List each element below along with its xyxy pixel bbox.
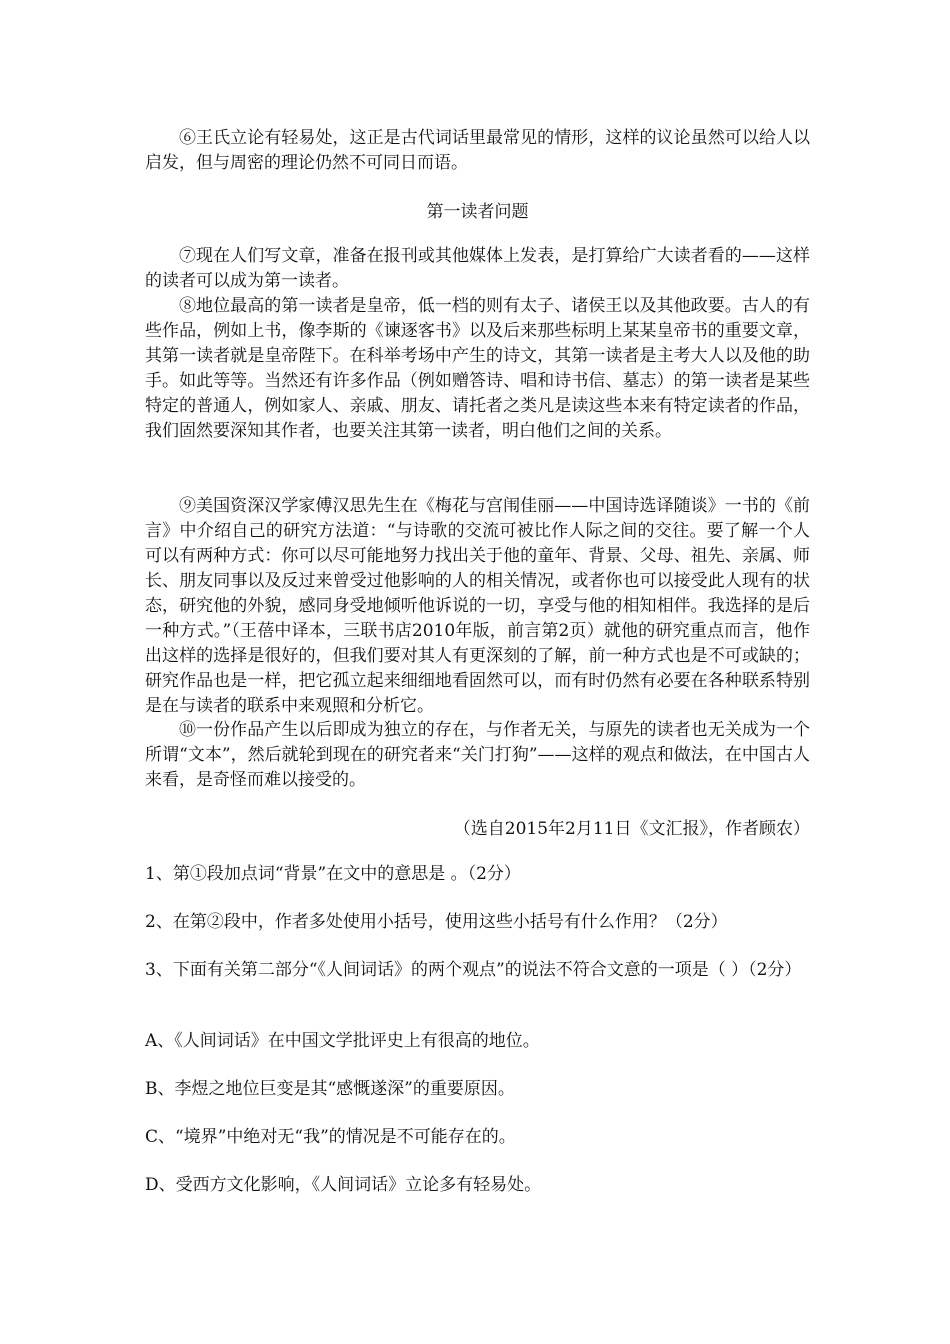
- question-3: 3、下面有关第二部分“《人间词话》的两个观点”的说法不符合文意的一项是（ ）（2分）: [145, 960, 802, 980]
- paragraph-10: ⑩一份作品产生以后即成为独立的存在，与作者无关，与原先的读者也无关成为一个所谓“文本”，然后就轮到现在的研究者来“关门打狗”——这样的观点和做法，在中国古人来看，是奇怪而难以接受的。: [145, 720, 810, 790]
- section-title: 第一读者问题: [426, 202, 529, 222]
- option-d: D、受西方文化影响，《人间词话》立论多有轻易处。: [145, 1175, 542, 1195]
- option-c: C、“境界”中绝对无“我”的情况是不可能存在的。: [145, 1127, 516, 1147]
- paragraph-9: ⑨美国资深汉学家傅汉思先生在《梅花与宫闱佳丽——中国诗选译随谈》一书的《前言》中介绍自己的研究方法道：“与诗歌的交流可被比作人际之间的交往。要了解一个人可以有两种方式：你可以尽可能地努力找出关于他的童年、背景、父母、祖先、亲属、师长、朋友同事以及反过来曾受过他影响的人的相关情况，或者你也可以接受此人现有的状态，研究他的外貌，感同身受地倾听他诉说的一切，享受与他的相知相伴。我选择的是后一种方式。”（王蓓中译本，三联书店2010年版，前言第2页）就他的研究重点而言，他作出这样的选择是很好的，但我们要对其人有更深刻的了解，前一种方式也是不可或缺的；研究作品也是一样，把它孤立起来细细地看固然可以，而有时仍然有必要在各种联系特别是在与读者的联系中来观照和分析它。: [145, 496, 810, 716]
- option-a: A、《人间词话》在中国文学批评史上有很高的地位。: [145, 1031, 540, 1051]
- paragraph-7: ⑦现在人们写文章，准备在报刊或其他媒体上发表，是打算给广大读者看的——这样的读者可以成为第一读者。: [145, 246, 810, 291]
- paragraph-8: ⑧地位最高的第一读者是皇帝，低一档的则有太子、诸侯王以及其他政要。古人的有些作品，例如上书，像李斯的《谏逐客书》以及后来那些标明上某某皇帝书的重要文章，其第一读者就是皇帝陛下。在科举考场中产生的诗文，其第一读者是主考大人以及他的助手。如此等等。当然还有许多作品（例如赠答诗、唱和诗书信、墓志）的第一读者是某些特定的普通人，例如家人、亲戚、朋友、请托者之类凡是读这些本来有特定读者的作品，我们固然要深知其作者，也要关注其第一读者，明白他们之间的关系。: [145, 296, 810, 441]
- question-1: 1、第①段加点词“背景”在文中的意思是 。（2分）: [145, 864, 521, 884]
- paragraph-6: ⑥王氏立论有轻易处，这正是古代词话里最常见的情形，这样的议论虽然可以给人以启发，但与周密的理论仍然不可同日而语。: [145, 128, 810, 173]
- option-b: B、李煜之地位巨变是其“感慨遂深”的重要原因。: [145, 1079, 515, 1099]
- question-2: 2、在第②段中，作者多处使用小括号，使用这些小括号有什么作用？（2分）: [145, 912, 728, 932]
- source-citation: （选自2015年2月11日《文汇报》，作者顾农）: [453, 819, 810, 839]
